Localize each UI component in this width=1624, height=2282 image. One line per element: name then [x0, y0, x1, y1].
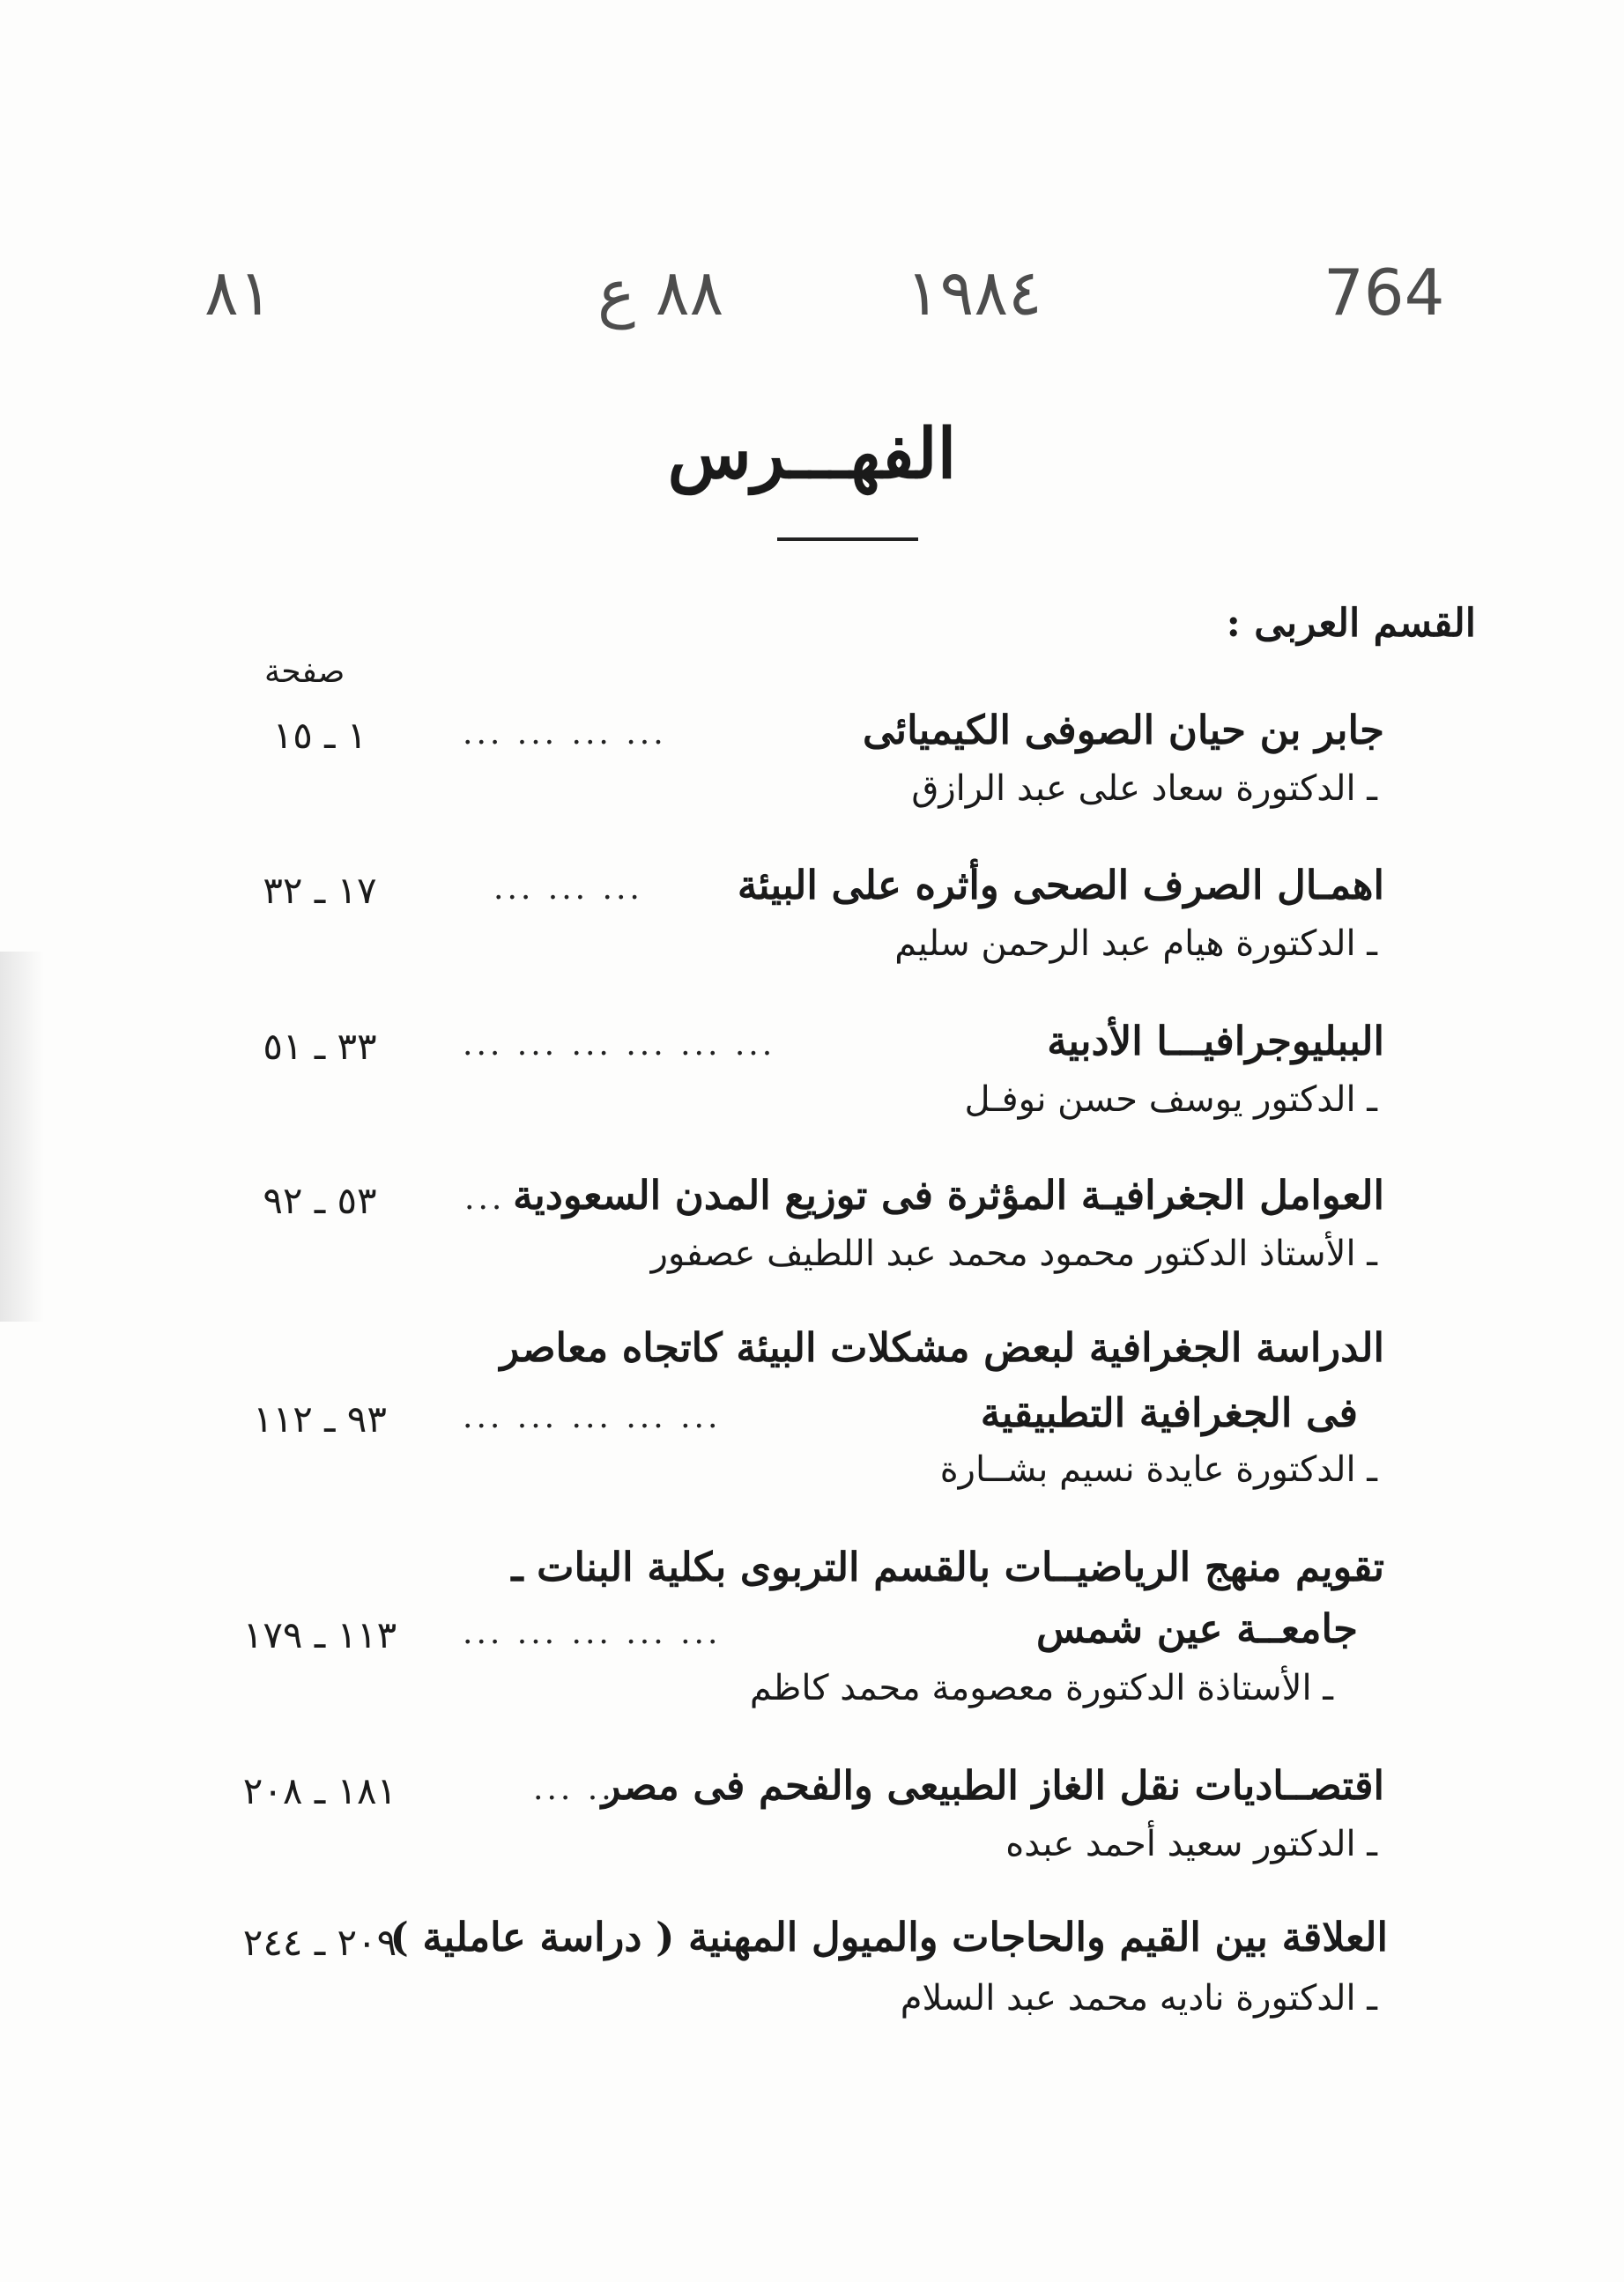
handwritten-note-4: 764 — [1324, 256, 1445, 330]
entry-author: ـ الدكتورة سعاد على عبد الرازق — [911, 768, 1377, 809]
leader-dots: ... ... ... ... — [463, 715, 667, 752]
entry-title: اقتصــاديات نقل الغاز الطبيعى والفحم فى مصر — [601, 1762, 1384, 1809]
entry-author: ـ الدكتورة هيام عبد الرحمن سليم — [894, 923, 1377, 964]
scan-edge-shadow — [0, 952, 44, 1322]
handwritten-note-2: ٨٨ ع — [597, 256, 724, 330]
leader-dots: ... ... ... ... ... — [463, 1615, 722, 1651]
page-title: الفهـــرس — [667, 414, 957, 494]
entry-author: ـ الأستاذ الدكتور محمود محمد عبد اللطيف عصفور — [650, 1234, 1377, 1274]
entry-title: العوامل الجغرافيـة المؤثرة فى توزيع المدن السعودية — [513, 1172, 1384, 1219]
entry-title: تقويم منهج الرياضيــات بالقسم التربوى بكلية البنات ـ — [511, 1544, 1384, 1590]
leader-dots: ... — [464, 1181, 506, 1217]
page-column-label: صفحة — [264, 654, 345, 690]
entry-author: ـ الدكتور سعيد أحمد عبده — [1005, 1824, 1377, 1864]
entry-pages: ١١٣ ـ ١٧٩ — [242, 1613, 397, 1656]
entry-pages: ٢٠٩ ـ ٢٤٤ — [242, 1921, 397, 1964]
entry-pages: ٥٣ ـ ٩٢ — [263, 1179, 377, 1222]
entry-pages: ١٨١ ـ ٢٠٨ — [242, 1769, 397, 1812]
entry-pages: ٣٣ ـ ٥١ — [263, 1025, 377, 1068]
entry-title-continuation: جامعــة عين شمس — [1036, 1605, 1358, 1652]
entry-title: الببليوجرافيـــا الأدبية — [1047, 1018, 1384, 1064]
entry-title: العلاقة بين القيم والحاجات والميول المهنية ( دراسة عاملية ) — [389, 1914, 1388, 1960]
entry-pages: ٩٣ ـ ١١٢ — [253, 1397, 387, 1441]
handwritten-note-1: ٨١ — [204, 256, 273, 330]
entry-author: ـ الدكتورة عايدة نسيم بشــارة — [939, 1449, 1377, 1490]
entry-title: جابر بن حيان الصوفى الكيميائى — [863, 707, 1384, 753]
title-underline — [777, 537, 918, 541]
leader-dots: ... ... — [533, 1771, 629, 1807]
entry-author: ـ الدكتور يوسف حسن نوفـل — [964, 1079, 1377, 1120]
entry-title: اهمـال الصرف الصحى وأثره على البيئة — [737, 862, 1384, 908]
entry-pages: ١٧ ـ ٣٢ — [263, 869, 377, 912]
section-heading: القسم العربى : — [1226, 601, 1476, 646]
entry-title-continuation: فى الجغرافية التطبيقية — [980, 1389, 1358, 1436]
entry-title: الدراسة الجغرافية لبعض مشكلات البيئة كاتجاه معاصر — [500, 1324, 1384, 1371]
handwritten-note-3: ١٩٨٤ — [906, 256, 1042, 330]
entry-author: ـ الدكتورة ناديه محمد عبد السلام — [900, 1978, 1377, 2019]
entry-pages: ١ ـ ١٥ — [272, 714, 367, 757]
entry-author: ـ الأستاذة الدكتورة معصومة محمد كاظم — [749, 1668, 1333, 1708]
leader-dots: ... ... ... ... ... — [463, 1399, 722, 1435]
leader-dots: ... ... ... ... ... ... — [463, 1026, 776, 1063]
leader-dots: ... ... ... — [493, 871, 643, 907]
